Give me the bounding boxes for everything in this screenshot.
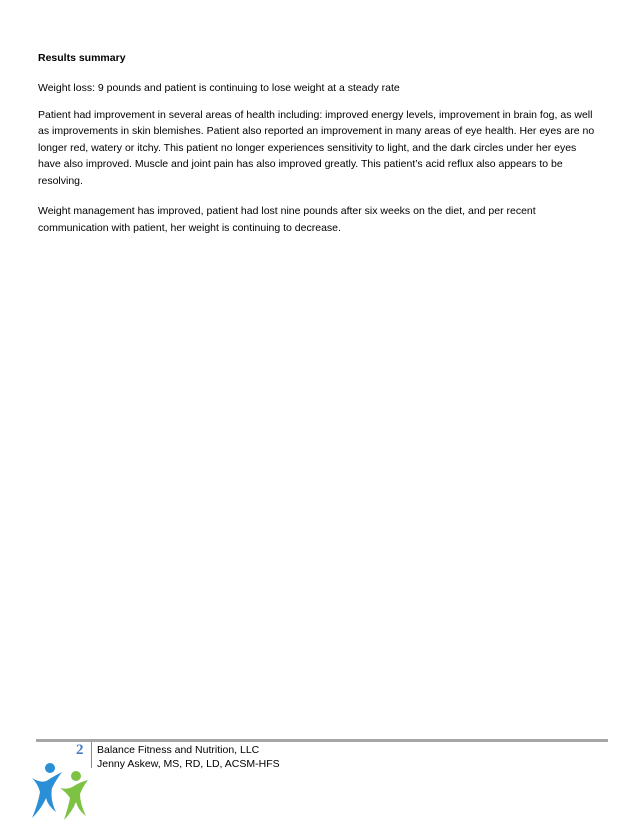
footer-rule (36, 739, 608, 742)
section-heading: Results summary (38, 52, 126, 64)
footer-company: Balance Fitness and Nutrition, LLC (97, 744, 260, 756)
footer-text (97, 743, 280, 771)
document-body (38, 52, 598, 246)
health-improvement-paragraph: Patient had improvement in several areas of health including: improved energy levels, improvement in brain fog, as well as improvements in skin blemishes. Patient also reported an improvement in many areas of eye health. Her eyes are no longer red, watery or itchy. This patient no longer experiences sensitivity to light, and the dark circles under her eyes have also improved. Muscle and joint pain has also improved greatly. This patient’s acid reflux also appears to be resolving. (38, 108, 595, 187)
page-number: 2 (76, 742, 84, 758)
weight-loss-paragraph: Weight loss: 9 pounds and patient is continuing to lose weight at a steady rate (38, 82, 400, 94)
weight-management-paragraph: Weight management has improved, patient had lost nine pounds after six weeks on the diet, and per recent communication with patient, her weight is continuing to decrease. (38, 205, 536, 234)
two-figures-logo-icon (26, 758, 96, 826)
footer-author: Jenny Askew, MS, RD, LD, ACSM-HFS (97, 758, 280, 770)
